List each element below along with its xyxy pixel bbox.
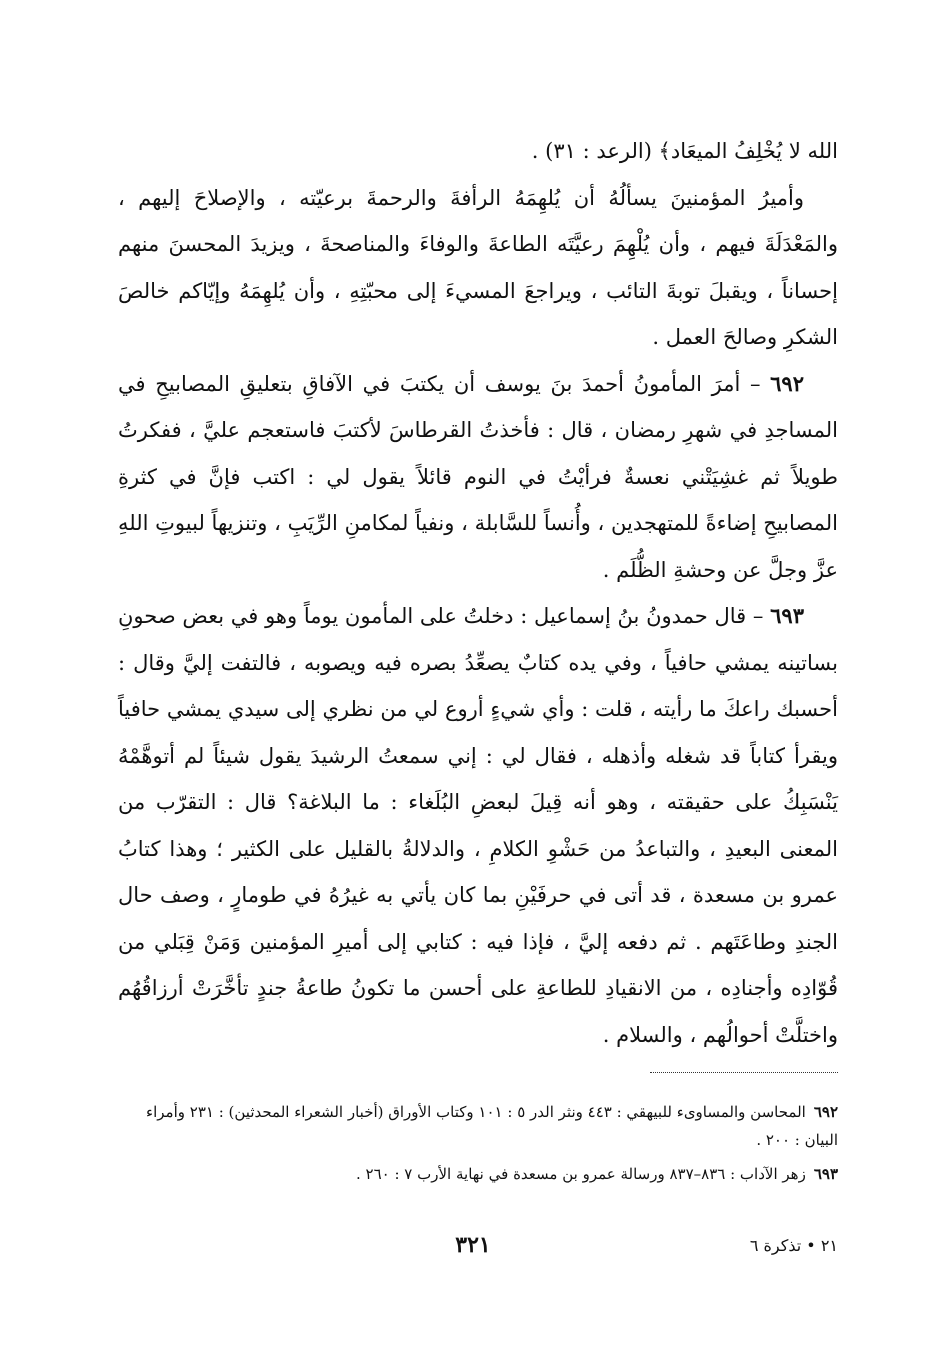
footnote-text: المحاسن والمساوىء للبيهقي : ٤٤٣ ونثر الدر ٥ : ١٠١ وكتاب الأوراق (أخبار الشعراء المحدثين) : ٢٣١ وأمراء البيان : ٢٠٠ . — [146, 1103, 838, 1149]
quran-citation-line: الله لا يُخْلِفُ الميعَاد﴾ (الرعد : ٣١) . — [531, 139, 838, 163]
entry-number: ٦٩٢ — [770, 370, 804, 396]
intro-paragraph: وأميرُ المؤمنينَ يسألُهُ أن يُلهِمَهُ الرأفةَ والرحمةَ برعيّته ، والإصلاحَ إليهم ، والمَعْدَلَةَ فيهم ، وأن يُلْهِمَ رعيَّتَه الطاعةَ والوفاءَ والمناصحةَ ، ويزيدَ المحسنَ منهم إحساناً ، ويقبلَ توبةَ التائب ، ويراجعَ المسيءَ إلى محبّتِهِ ، وأن يُلهِمَهُ وإيّاكم خالصَ الشكرِ وصالحَ العمل . — [118, 185, 838, 349]
entry-693 — [118, 593, 838, 1058]
footnote-number: ٦٩٣ — [813, 1165, 838, 1183]
printer-signature: ٢١ • تذكرة ٦ — [749, 1236, 838, 1255]
entry-number: ٦٩٣ — [770, 603, 804, 628]
footnote-divider — [650, 1072, 838, 1073]
page-number: ٣٢١ — [455, 1232, 491, 1258]
entry-text: – أمرَ المأمونُ أحمدَ بنَ يوسف أن يكتبَ في الآفاقِ بتعليقِ المصابيحِ في المساجدِ في شهرِ رمضان ، قال : فأخذتُ القرطاسَ لأكتبَ فاستعجم عليَّ ، ففكرتُ طويلاً ثم غشِيَتْني نعسةٌ فرأيْتُ في النوم قائلاً يقول لي : اكتب فإنَّ في كثرةِ المصابيحِ إضاءةً للمتهجدين ، وأُنساً للسَّابلة ، ونفياً لمكامنِ الرِّيَبِ ، وتنزيهاً لبيوتِ اللهِ عزَّ وجلَّ عن وحشةِ الظُّلَم . — [118, 371, 838, 582]
footnotes — [118, 1098, 838, 1194]
main-text-block — [118, 128, 838, 1058]
footnote-text: زهر الآداب : ٨٣٦–٨٣٧ ورسالة عمرو بن مسعدة في نهاية الأرب ٧ : ٢٦٠ . — [355, 1165, 806, 1183]
footnote-number: ٦٩٢ — [813, 1103, 838, 1121]
entry-text: – قال حمدونُ بنُ إسماعيل : دخلتُ على المأمون يوماً وهو في بعض صحونِ بساتينه يمشي حافياً ، وفي يده كتابٌ يصعِّدُ بصره فيه ويصوبه ، فالتفت إليَّ وقال : أحسبك راعكَ ما رأيته ، قلت : وأي شيءٍ أروع لي من نظري إلى سيدي يمشي حافياً ويقرأ كتاباً قد شغله وأذهله ، فقال لي : إني سمعتُ الرشيدَ يقول شيئاً لم أتوهَّمْهُ يَنْسَبِكُ على حقيقته ، وهو أنه قِيلَ لبعضِ البُلَغاء : ما البلاغة؟ قال : التقرّب من المعنى البعيدِ ، والتباعدُ من حَشْوِ الكلامِ ، والدلالةُ بالقليل على الكثير ؛ وهذا كتابُ عمرو بن مسعدة ، قد أتى في حرفَيْنِ بما كان يأتي به غيرُهُ في طومارٍ ، وصف حال الجندِ وطاعَتَهم . ثم دفعه إليَّ ، فإذا فيه : كتابي إلى أميرِ المؤمنين وَمَنْ قِبَلي من قُوّادِه وأجنادِه ، من الانقيادِ للطاعةِ على أحسن ما تكونُ طاعةُ جندٍ تأخَّرَتْ أرزاقُهُم واختلَّتْ أحوالُهم ، والسلام . — [118, 604, 838, 1047]
entry-692 — [118, 361, 838, 594]
footnote — [118, 1098, 838, 1154]
footnote — [118, 1160, 838, 1188]
